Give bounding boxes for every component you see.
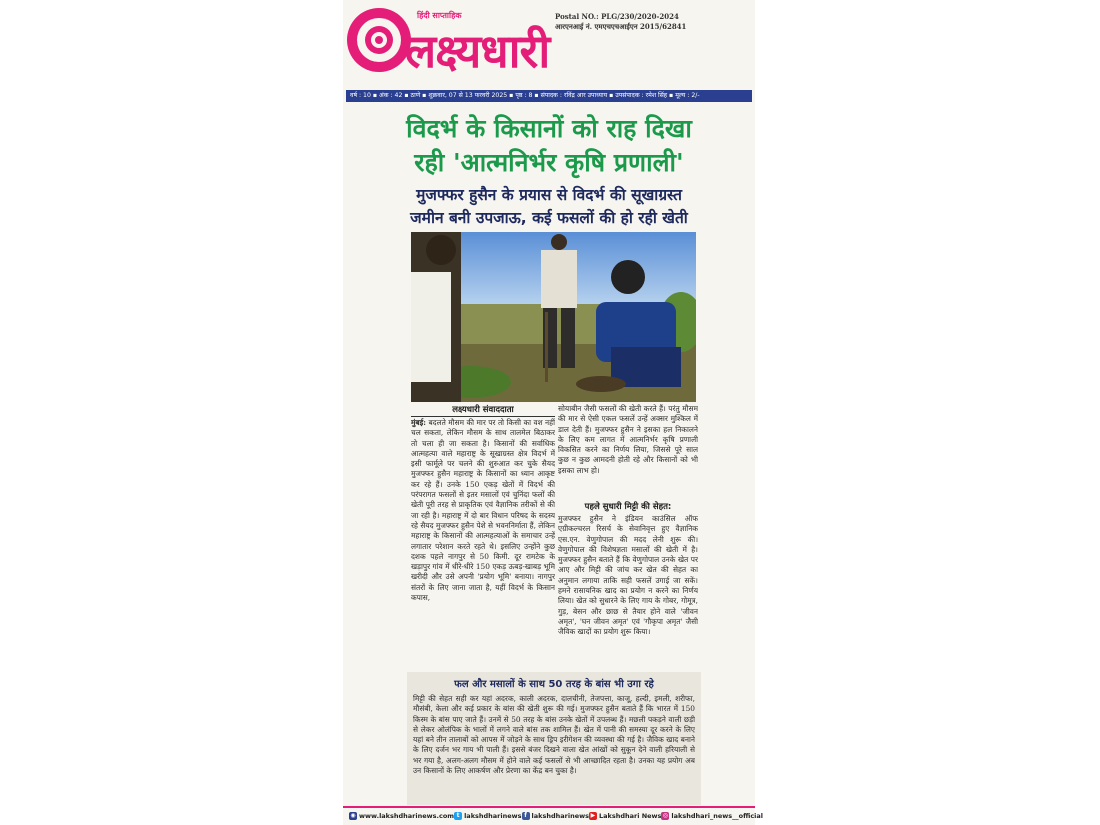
instagram-icon: ◎ — [662, 812, 669, 819]
facebook-icon: f — [522, 812, 530, 820]
facebook-label: lakshdharinews — [531, 812, 589, 820]
footer-website[interactable] — [349, 812, 454, 820]
article-byline: लक्ष्यधारी संवाददाता — [411, 404, 555, 417]
article-column-1 — [411, 418, 555, 668]
article-column-2-bottom: मुजफ्फर हुसैन ने इंडियन काउंसिल ऑफ एग्रीकल्चरल रिसर्च के सेवानिवृत्त हुए वैज्ञानिक एस.एन. वेणुगोपाल की मदद लेनी शुरू की। वेणुगोपाल की विशेषज्ञता मसालों की खेती में है। मुजफ्फर हुसैन बताते हैं कि वेणुगोपाल उनके खेत पर आए और मिट्टी की जांच कर खेत की सेहत का अनुमान लगाया ताकि सही फसलें उगाई जा सकें। हमने रासायनिक खाद का प्रयोग न करने का निर्णय लिया। खेत को सुधारने के लिए गाय के गोबर, गोमूत्र, गुड़, बेसन और छाछ से तैयार होने वाले 'जीवन अमृत', 'घन जीवन अमृत' एवं 'गौकृपा अमृत' जैसी जैविक खादों का प्रयोग शुरू किया। — [558, 514, 698, 637]
registration-number: आरएनआई नं. एमएचएचआईएन 2015/62841 — [555, 22, 687, 31]
website-label: www.lakshdharinews.com — [359, 812, 455, 820]
masthead-tagline: हिंदी साप्ताहिक — [417, 11, 462, 20]
footer-divider — [343, 806, 755, 808]
article-photo — [411, 232, 696, 402]
footer-social-bar — [343, 810, 764, 822]
postal-number: Postal NO.: PLG/230/2020-2024 — [555, 12, 679, 21]
postal-info — [555, 12, 749, 32]
article-headline — [343, 112, 755, 180]
subhead-line-1: मुजफ्फर हुसैन के प्रयास से विदर्भ की सूखाग्रस्त — [416, 186, 682, 204]
headline-line-2: रही 'आत्मनिर्भर कृषि प्रणाली' — [414, 148, 684, 177]
issue-info-bar: वर्ष : 10 ▪ अंक : 42 ▪ ठाणे ▪ शुक्रवार, 07 से 13 फरवरी 2025 ▪ पृष्ठ : 8 ▪ संपादक : रविंद्र आर उपाध्याय ▪ उपसंपादक : रमेश सिंह ▪ मूल्य : 2/- — [346, 90, 752, 102]
newspaper-page — [343, 0, 764, 825]
section-heading-soil: पहले सुधारी मिट्टी की सेहत: — [584, 502, 672, 512]
footer-instagram[interactable] — [661, 812, 763, 820]
footer-twitter[interactable] — [454, 812, 521, 820]
highlight-box — [407, 672, 701, 805]
masthead-title: लक्ष्यधारी — [405, 24, 550, 78]
instagram-label: lakshdhari_news__official — [671, 812, 764, 820]
youtube-icon: ▶ — [590, 812, 596, 819]
column-1-text: बदलते मौसम की मार पर तो किसी का वश नहीं चल सकता, लेकिन मौसम के साथ तालमेल बिठाकर तो चला ही जा सकता है। किसानों की सर्वाधिक आत्महत्या वाले महाराष्ट्र के सूखाग्रस्त क्षेत्र विदर्भ में इसी फार्मूले पर चलने की शुरुआत कर चुके सैयद मुजफ्फर हुसैन महाराष्ट्र के किसानों का ध्यान आकृष्ट कर रहे हैं। उनके 150 एकड़ खेतों में विदर्भ की परंपरागत फसलों से इतर मसालों एवं चुनिंदा फलों की खेती पूरी तरह से प्राकृतिक एवं वैज्ञानिक तरीकों से की जा रही है। महाराष्ट्र में दो बार विधान परिषद के सदस्य रहे सैयद मुजफ्फर हुसैन पेशे से भवननिर्माता हैं, लेकिन महाराष्ट्र के किसानों की आत्महत्याओं के समाचार उन्हें लगातार परेशान करते रहते थे। इसलिए उन्होंने कुछ दशक पहले नागपुर से 50 किमी. दूर रामटेक के खड़ापुर गांव में धीरे-धीरे 150 एकड़ ऊबड़-खाबड़ भूमि खरीदी और उसे अपनी 'प्रयोग भूमि' बनाया। नागपुर संतरों के लिए जाना जाता है, यहीं विदर्भ के किसान कपास, — [411, 418, 555, 603]
highlight-box-heading: फल और मसालों के साथ 50 तरह के बांस भी उगा रहे — [454, 679, 654, 690]
masthead — [343, 4, 755, 86]
footer-facebook[interactable] — [522, 812, 589, 820]
target-logo-icon — [347, 8, 411, 72]
highlight-box-text: मिट्टी की सेहत सही कर यहां अदरक, काली अदरक, दालचीनी, तेजपत्ता, काजू, हल्दी, इमली, शरीफा, मौसंबी, केला और कई प्रकार के बांस की खेती शुरू की गई। मुजफ्फर हुसैन बताते हैं कि भारत में 150 किस्म के बांस पाए जाते हैं। उनमें से 50 तरह के बांस उनके खेतों में उपलब्ध हैं। मछली पकड़ने वाली छड़ी से लेकर ओलंपिक के भालों में लगने वाले बांस तक शामिल हैं। खेत में पानी की समस्या दूर करने के लिए यहां बने तीन तालाबों को आपस में जोड़ने के साथ ड्रिप इरीगेशन की व्यवस्था की गई है। जैविक खाद बनाने के लिए दर्जन भर गाय भी पाली हैं। इससे बंजर दिखने वाला खेत आंखों को सुकून देने वाली हरियाली से भर गया है, अलग-अलग मौसम में होने वाले कई फसलों से भी आच्छादित रहता है। उनका यह प्रयोग अब उन किसानों के लिए आकर्षण और प्रेरणा का केंद्र बन चुका है। — [413, 694, 695, 776]
twitter-label: lakshdharinews — [464, 812, 522, 820]
headline-line-1: विदर्भ के किसानों को राह दिखा — [406, 114, 692, 143]
subhead-line-2: जमीन बनी उपजाऊ, कई फसलों की हो रही खेती — [410, 209, 688, 227]
footer-youtube[interactable] — [589, 812, 661, 820]
article-subheadline — [343, 184, 755, 230]
twitter-icon: t — [454, 812, 462, 820]
globe-icon: ◉ — [350, 812, 356, 819]
article-column-2-top: सोयाबीन जैसी फसलों की खेती करते हैं। परंतु मौसम की मार से ऐसी एकल फसलें उन्हें अक्सर मुश्किल में डाल देती हैं। मुजफ्फर हुसैन ने इसका हल निकालने के लिए कम लागत में आत्मनिर्भर कृषि प्रणाली विकसित करने का निर्णय लिया, जिससे पूरे साल कुछ न कुछ आमदनी होती रहे और किसानों को भी इसका लाभ हो। — [558, 404, 698, 475]
dateline: मुंबई: — [411, 418, 426, 427]
youtube-label: Lakshdhari News — [598, 812, 662, 820]
